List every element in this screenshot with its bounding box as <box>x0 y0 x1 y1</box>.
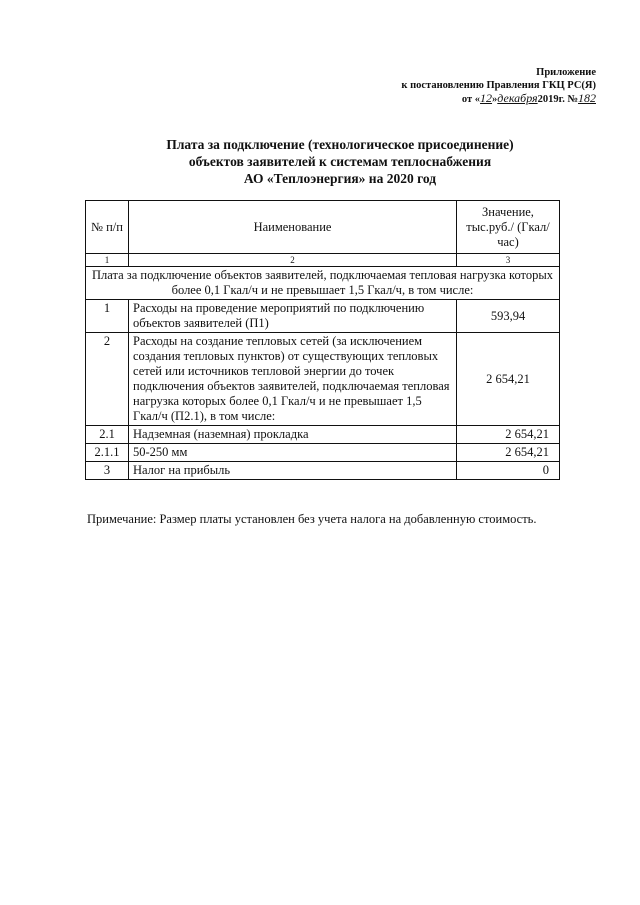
row-name: Расходы на создание тепловых сетей (за исключением создания тепловых пунктов) от существующих тепловых сетей или источников тепловой энергии до точек подключения объектов заявителей, подключаемая тепловая нагрузка которых более 0,1 Гкал/ч и не превышает 1,5 Гкал/ч (П2.1), в том числе: <box>129 333 457 426</box>
index-cell-1: 1 <box>86 254 129 267</box>
table-row <box>86 333 560 426</box>
row-num: 2.1.1 <box>86 444 129 462</box>
table-index-row <box>86 254 560 267</box>
table-row <box>86 426 560 444</box>
row-num: 3 <box>86 462 129 480</box>
appendix-date-mid: » <box>492 94 498 105</box>
appendix-resolution: к постановлению Правления ГКЦ РС(Я) <box>401 80 596 91</box>
table-header-row <box>86 201 560 254</box>
table-row <box>86 300 560 333</box>
title-line-3: АО «Теплоэнергия» на 2020 год <box>243 171 437 186</box>
index-cell-2: 2 <box>129 254 457 267</box>
title-line-1: Плата за подключение (технологическое присоединение) <box>166 137 514 152</box>
row-name: 50-250 мм <box>129 444 457 462</box>
index-cell-3: 3 <box>457 254 560 267</box>
row-num: 1 <box>86 300 129 333</box>
row-value: 2 654,21 <box>457 426 560 444</box>
table-row <box>86 462 560 480</box>
appendix-date-prefix: от « <box>461 94 481 105</box>
appendix-label: Приложение <box>536 67 596 78</box>
row-num: 2 <box>86 333 129 426</box>
row-value: 2 654,21 <box>457 333 560 426</box>
appendix-date-line <box>401 92 596 106</box>
document-title <box>120 136 560 187</box>
appendix-day: 12 <box>480 91 493 105</box>
header-num: № п/п <box>86 201 129 254</box>
row-num: 2.1 <box>86 426 129 444</box>
header-name: Наименование <box>129 201 457 254</box>
section-heading: Плата за подключение объектов заявителей, подключаемая тепловая нагрузка которых более 0,1 Гкал/ч и не превышает 1,5 Гкал/ч, в том числе: <box>86 267 560 300</box>
appendix-year: 2019г. № <box>537 94 578 105</box>
appendix-month: декабря <box>497 91 538 105</box>
appendix-number: 182 <box>578 91 596 105</box>
footnote: Примечание: Размер платы установлен без учета налога на добавленную стоимость. <box>87 512 537 526</box>
row-name: Надземная (наземная) прокладка <box>129 426 457 444</box>
row-value: 2 654,21 <box>457 444 560 462</box>
row-value: 0 <box>457 462 560 480</box>
header-value: Значение, тыс.руб./ (Гкал/час) <box>457 201 560 254</box>
row-name: Налог на прибыль <box>129 462 457 480</box>
table-section-row <box>86 267 560 300</box>
title-line-2: объектов заявителей к системам теплоснабжения <box>188 154 492 169</box>
table-row <box>86 444 560 462</box>
fees-table <box>85 200 560 480</box>
appendix-block <box>401 66 596 106</box>
row-value: 593,94 <box>457 300 560 333</box>
row-name: Расходы на проведение мероприятий по подключению объектов заявителей (П1) <box>129 300 457 333</box>
